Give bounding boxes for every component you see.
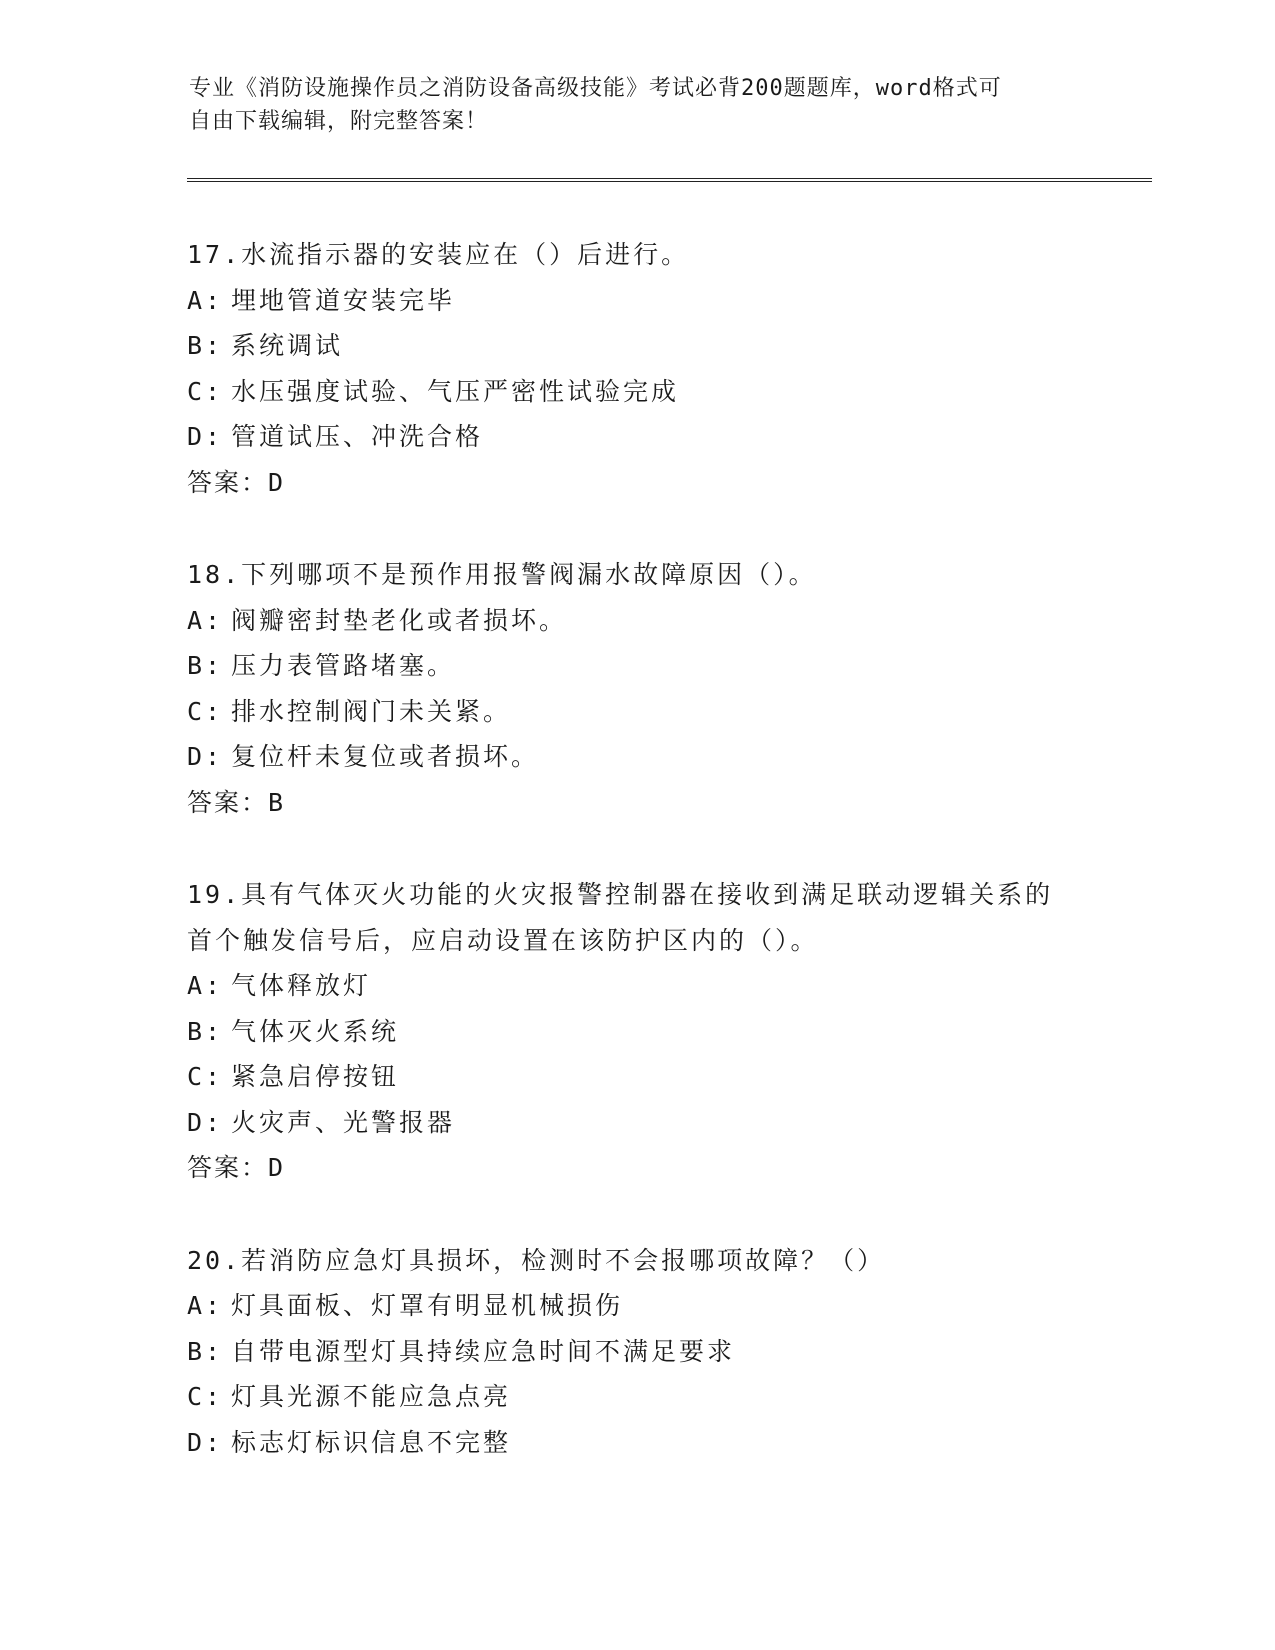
option-a bbox=[187, 278, 1147, 324]
question-17 bbox=[187, 232, 1147, 505]
question-19 bbox=[187, 872, 1147, 1191]
option-b bbox=[187, 1009, 1147, 1055]
option-text: 水压强度试验、气压严密性试验完成 bbox=[231, 376, 680, 406]
option-c bbox=[187, 689, 1147, 735]
question-stem bbox=[187, 872, 1147, 963]
option-key: C: bbox=[187, 696, 224, 726]
option-text: 系统调试 bbox=[231, 331, 344, 360]
option-b bbox=[187, 323, 1147, 369]
question-list bbox=[187, 232, 1147, 1512]
answer-line: 答案：D bbox=[187, 1153, 286, 1182]
option-a bbox=[187, 963, 1147, 1009]
option-text: 管道试压、冲洗合格 bbox=[231, 422, 484, 451]
header-line-2: 自由下载编辑，附完整答案！ bbox=[189, 109, 489, 134]
option-text: 火灾声、光警报器 bbox=[231, 1107, 456, 1137]
option-a bbox=[187, 1283, 1147, 1329]
option-d bbox=[187, 414, 1147, 460]
question-stem bbox=[187, 552, 1147, 598]
answer-line: 答案：D bbox=[187, 467, 286, 497]
option-key: D: bbox=[187, 742, 224, 771]
question-stem bbox=[187, 1238, 1147, 1284]
option-key: C: bbox=[187, 1062, 224, 1091]
question-stem-line: 首个触发信号后，应启动设置在该防护区内的（）。 bbox=[187, 925, 819, 955]
option-text: 排水控制阀门未关紧。 bbox=[231, 696, 512, 726]
option-a bbox=[187, 598, 1147, 644]
answer-line: 答案：B bbox=[187, 787, 286, 817]
option-c bbox=[187, 369, 1147, 415]
option-key: C: bbox=[187, 1382, 224, 1411]
option-key: C: bbox=[187, 376, 224, 406]
question-stem-line: 17.水流指示器的安装应在（）后进行。 bbox=[187, 240, 690, 269]
option-d bbox=[187, 1100, 1147, 1146]
question-stem-line: 20.若消防应急灯具损坏，检测时不会报哪项故障？（） bbox=[187, 1245, 886, 1275]
option-key: D: bbox=[187, 1427, 224, 1457]
option-text: 阀瓣密封垫老化或者损坏。 bbox=[231, 605, 568, 635]
option-b bbox=[187, 1329, 1147, 1375]
document-header bbox=[189, 72, 1089, 138]
option-key: A: bbox=[187, 285, 224, 315]
option-text: 灯具光源不能应急点亮 bbox=[231, 1382, 512, 1411]
option-text: 气体释放灯 bbox=[231, 971, 372, 1000]
option-key: B: bbox=[187, 331, 224, 360]
option-key: A: bbox=[187, 605, 224, 635]
option-c bbox=[187, 1374, 1147, 1420]
question-stem bbox=[187, 232, 1147, 278]
question-18 bbox=[187, 552, 1147, 825]
option-text: 灯具面板、灯罩有明显机械损伤 bbox=[231, 1291, 624, 1320]
option-text: 紧急启停按钮 bbox=[231, 1062, 400, 1091]
header-divider bbox=[187, 178, 1152, 182]
option-text: 复位杆未复位或者损坏。 bbox=[231, 742, 540, 771]
option-key: A: bbox=[187, 1291, 224, 1320]
option-text: 压力表管路堵塞。 bbox=[231, 651, 456, 680]
option-key: A: bbox=[187, 971, 224, 1000]
question-stem-line: 18.下列哪项不是预作用报警阀漏水故障原因（）。 bbox=[187, 560, 817, 589]
question-stem-line: 19.具有气体灭火功能的火灾报警控制器在接收到满足联动逻辑关系的 bbox=[187, 880, 1054, 909]
option-key: B: bbox=[187, 1016, 224, 1046]
option-key: B: bbox=[187, 651, 224, 680]
option-b bbox=[187, 643, 1147, 689]
question-20 bbox=[187, 1238, 1147, 1466]
option-text: 自带电源型灯具持续应急时间不满足要求 bbox=[231, 1336, 736, 1366]
option-key: D: bbox=[187, 422, 224, 451]
option-text: 气体灭火系统 bbox=[231, 1016, 400, 1046]
option-d bbox=[187, 1420, 1147, 1466]
option-d bbox=[187, 734, 1147, 780]
option-key: D: bbox=[187, 1107, 224, 1137]
option-text: 标志灯标识信息不完整 bbox=[231, 1427, 512, 1457]
header-line-1: 专业《消防设施操作员之消防设备高级技能》考试必背200题题库，word格式可 bbox=[189, 76, 1002, 101]
option-text: 埋地管道安装完毕 bbox=[231, 285, 456, 315]
option-key: B: bbox=[187, 1336, 224, 1366]
option-c bbox=[187, 1054, 1147, 1100]
